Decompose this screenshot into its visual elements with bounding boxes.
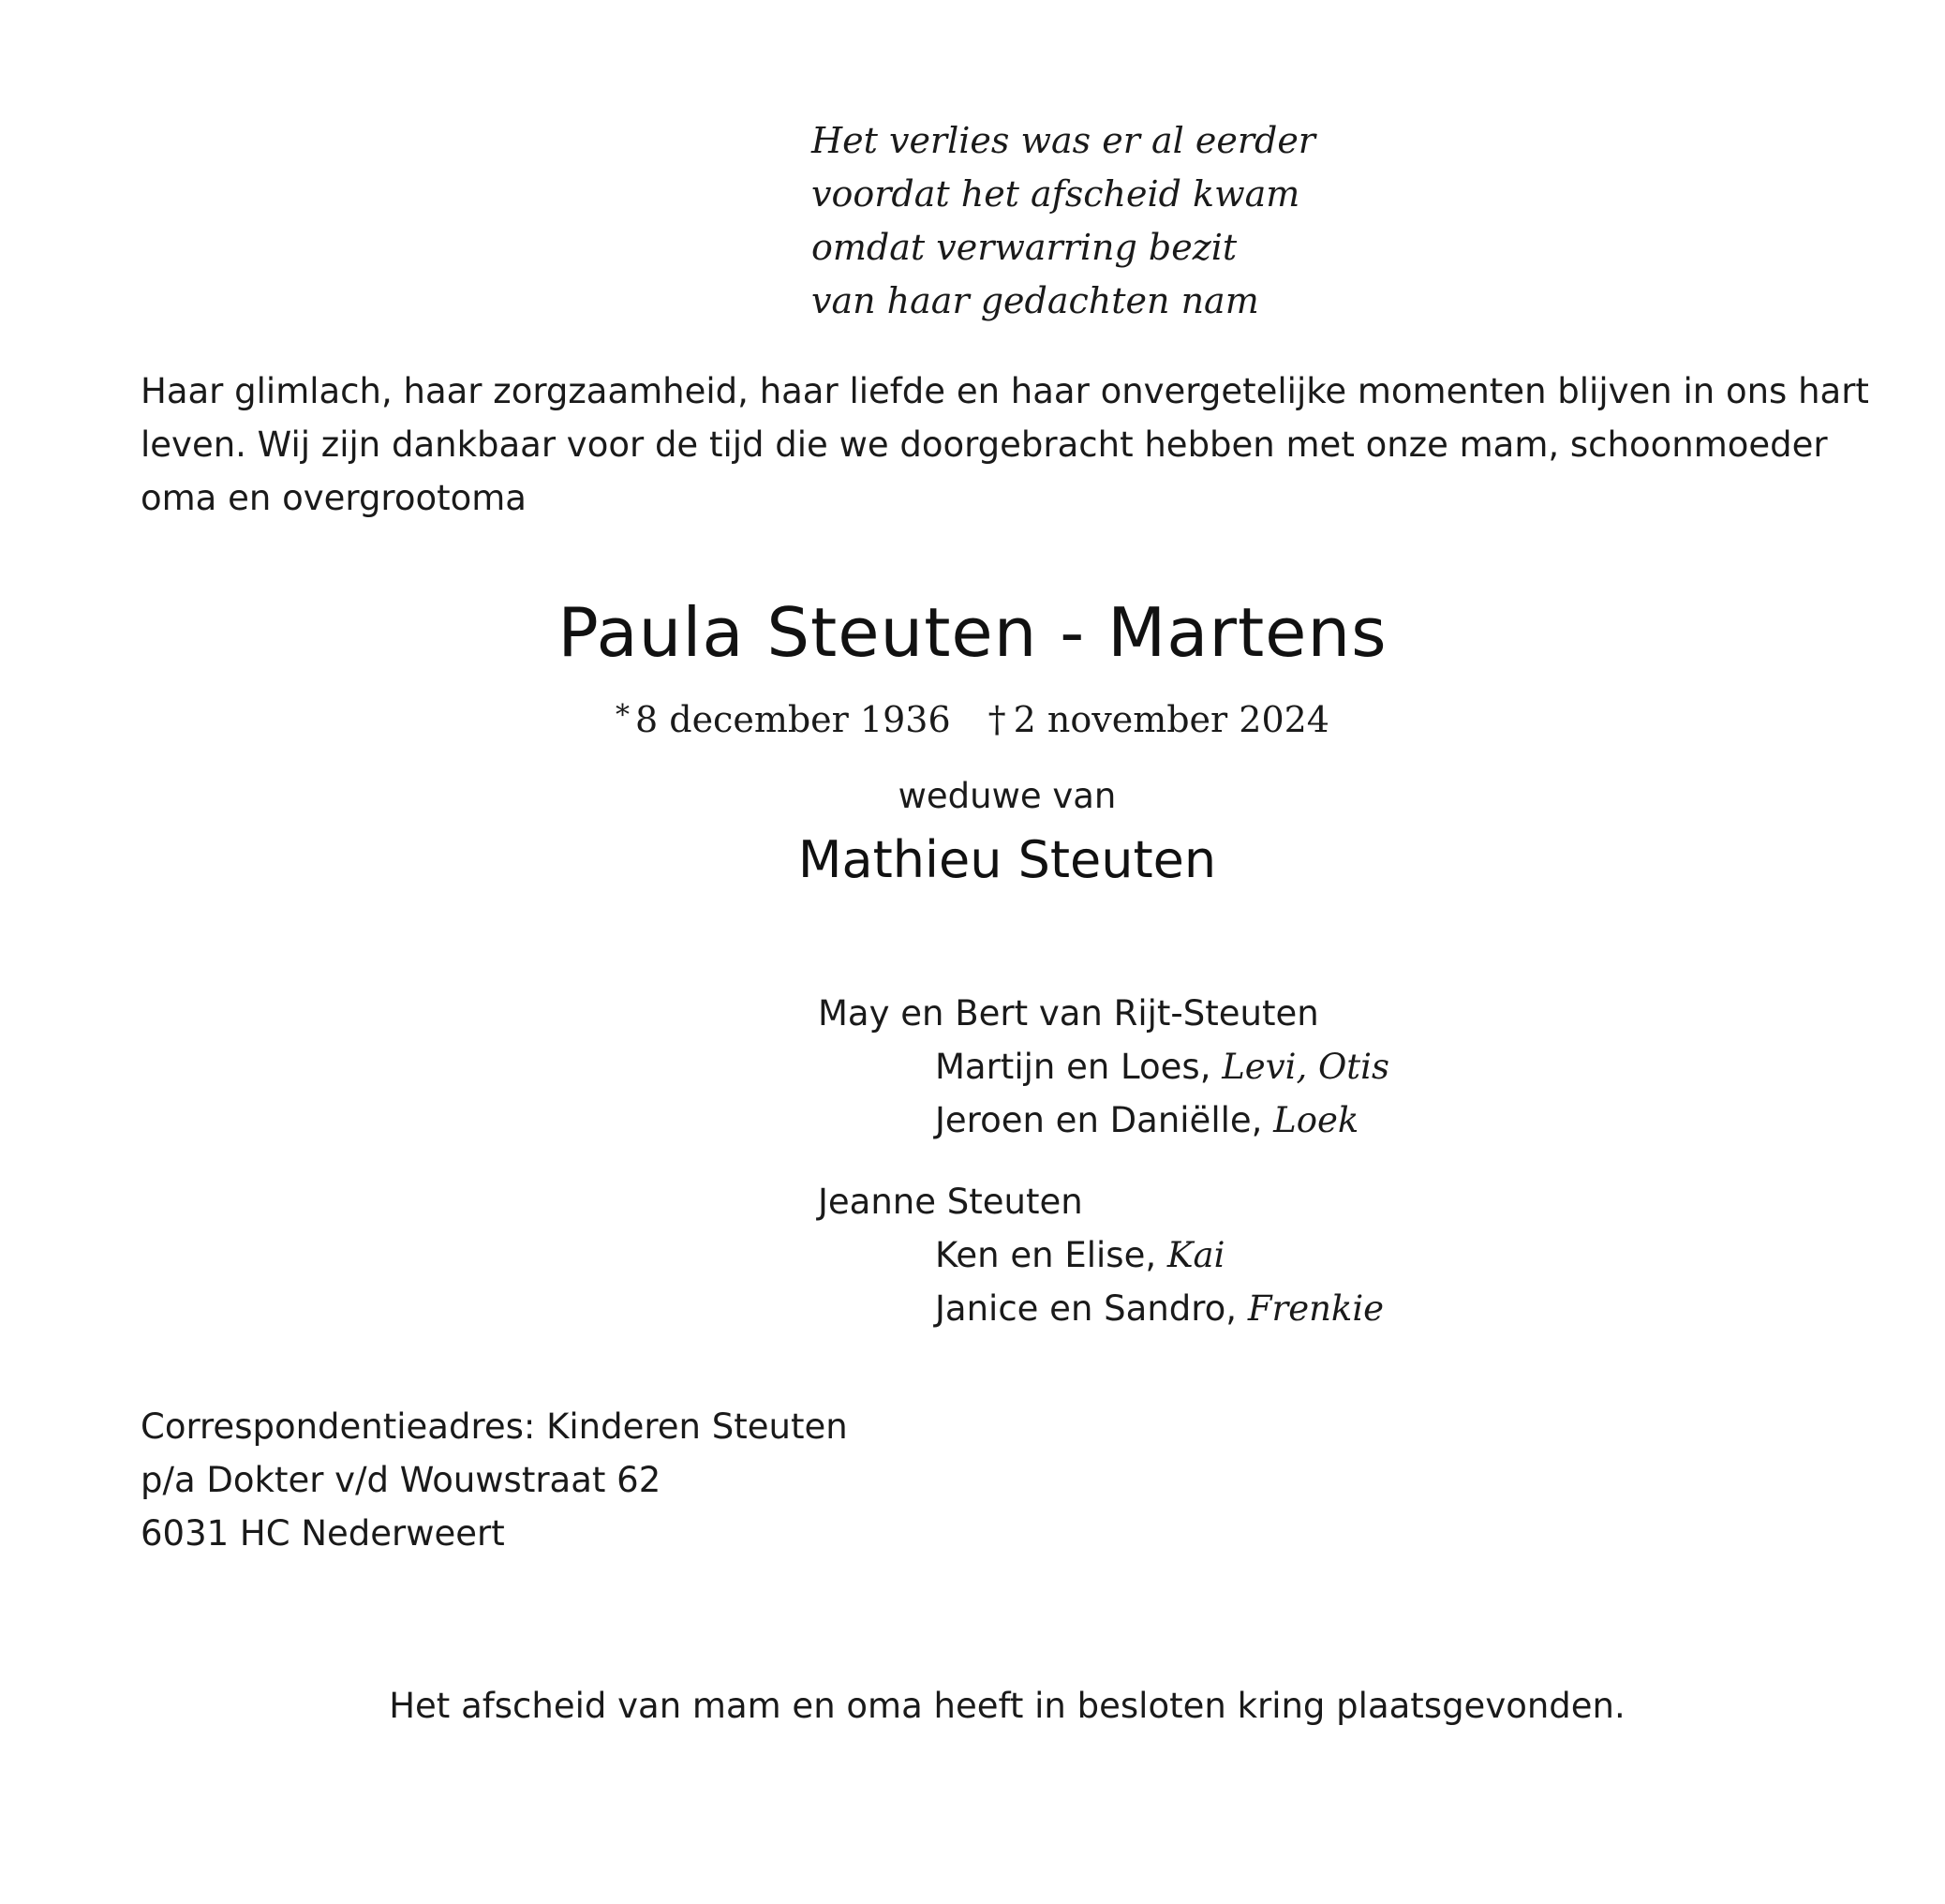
death-symbol: † bbox=[987, 699, 1006, 740]
address-line: Correspondentieadres: Kinderen Steuten bbox=[141, 1406, 848, 1447]
poem-line: Het verlies was er al eerder bbox=[811, 120, 1315, 161]
family-kids: Levi, Otis bbox=[1222, 1047, 1389, 1087]
family-sub bbox=[818, 1228, 1848, 1282]
life-dates bbox=[0, 690, 1945, 746]
correspondence-address bbox=[141, 1400, 1077, 1560]
family-parents: Jeroen en Daniëlle, bbox=[935, 1100, 1274, 1140]
family-parents: Janice en Sandro, bbox=[935, 1288, 1248, 1329]
family-parents: Martijn en Loes, bbox=[935, 1047, 1223, 1087]
family-head: Jeanne Steuten bbox=[818, 1182, 1083, 1222]
death-date: 2 november 2024 bbox=[1013, 699, 1329, 740]
poem bbox=[811, 114, 1467, 328]
family-parents: Ken en Elise, bbox=[935, 1235, 1167, 1275]
intro-line: Haar glimlach, haar zorgzaamheid, haar liefde en haar onvergetelijke momenten blijven in ons hart bbox=[141, 371, 1869, 411]
widow-label: weduwe van bbox=[898, 776, 1117, 816]
intro-line: oma en overgrootoma bbox=[141, 478, 527, 518]
address-line: p/a Dokter v/d Wouwstraat 62 bbox=[141, 1460, 661, 1500]
birth-symbol: * bbox=[615, 699, 630, 732]
family-sub bbox=[818, 1040, 1848, 1093]
deceased-name: Paula Steuten - Martens bbox=[557, 593, 1388, 672]
family-group bbox=[818, 987, 1848, 1147]
family-sub bbox=[818, 1282, 1848, 1335]
family-kids: Loek bbox=[1273, 1100, 1359, 1140]
family-kids: Kai bbox=[1166, 1235, 1225, 1275]
family-group bbox=[818, 1175, 1848, 1335]
family-sub bbox=[818, 1093, 1848, 1147]
poem-line: van haar gedachten nam bbox=[811, 280, 1259, 321]
poem-line: voordat het afscheid kwam bbox=[811, 173, 1300, 215]
birth-date: 8 december 1936 bbox=[634, 699, 951, 740]
family-list bbox=[818, 987, 1848, 1363]
address-line: 6031 HC Nederweert bbox=[141, 1513, 505, 1554]
poem-line: omdat verwarring bezit bbox=[811, 227, 1238, 268]
spouse-name: Mathieu Steuten bbox=[797, 830, 1217, 889]
family-head: May en Bert van Rijt-Steuten bbox=[818, 993, 1319, 1034]
family-kids: Frenkie bbox=[1247, 1288, 1385, 1329]
intro-line: leven. Wij zijn dankbaar voor de tijd die we doorgebracht hebben met onze mam, schoonmoeder bbox=[141, 424, 1828, 465]
closing-note: Het afscheid van mam en oma heeft in besloten kring plaatsgevonden. bbox=[389, 1686, 1626, 1726]
intro-paragraph bbox=[141, 364, 1869, 525]
